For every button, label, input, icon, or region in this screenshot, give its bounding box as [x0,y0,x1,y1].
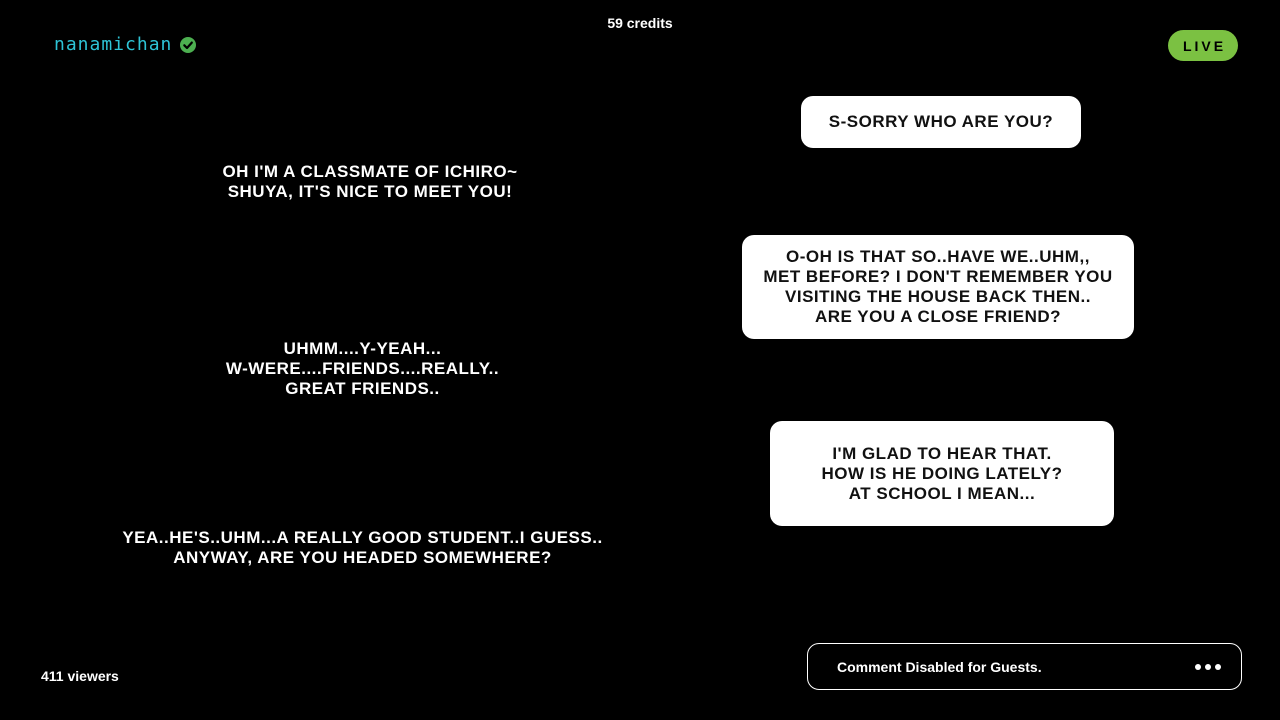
narration-text-2: UHMM....Y-YEAH... W-WERE....FRIENDS....REALLY.. GREAT FRIENDS.. [225,339,500,398]
verified-check-icon [180,37,196,53]
speech-bubble-text: I'M GLAD TO HEAR THAT. HOW IS HE DOING LATELY? AT SCHOOL I MEAN... [821,443,1063,503]
narration-text-1: OH I'M A CLASSMATE OF ICHIRO~ SHUYA, IT'S NICE TO MEET YOU! [222,162,518,201]
credits-count: 59 credits [607,15,673,31]
speech-bubble-2 [742,235,1134,339]
live-badge: LIVE [1168,30,1238,61]
speech-bubble-3 [770,421,1114,526]
viewer-count: 411 viewers [41,668,119,684]
streamer-username[interactable] [54,34,196,55]
username-label: nanamichan [54,34,173,55]
more-options-icon[interactable] [1193,658,1223,676]
comment-disabled-label: Comment Disabled for Guests. [837,658,1042,675]
speech-bubble-text: O-OH IS THAT SO..HAVE WE..UHM,, MET BEFORE? I DON'T REMEMBER YOU VISITING THE HOUSE BACK THEN.. ARE YOU A CLOSE FRIEND? [763,247,1113,326]
narration-text-3: YEA..HE'S..UHM...A REALLY GOOD STUDENT..I GUESS.. ANYWAY, ARE YOU HEADED SOMEWHERE? [122,528,603,567]
comment-box [807,643,1242,690]
speech-bubble-1 [801,96,1081,148]
speech-bubble-text: S-SORRY WHO ARE YOU? [828,112,1054,131]
